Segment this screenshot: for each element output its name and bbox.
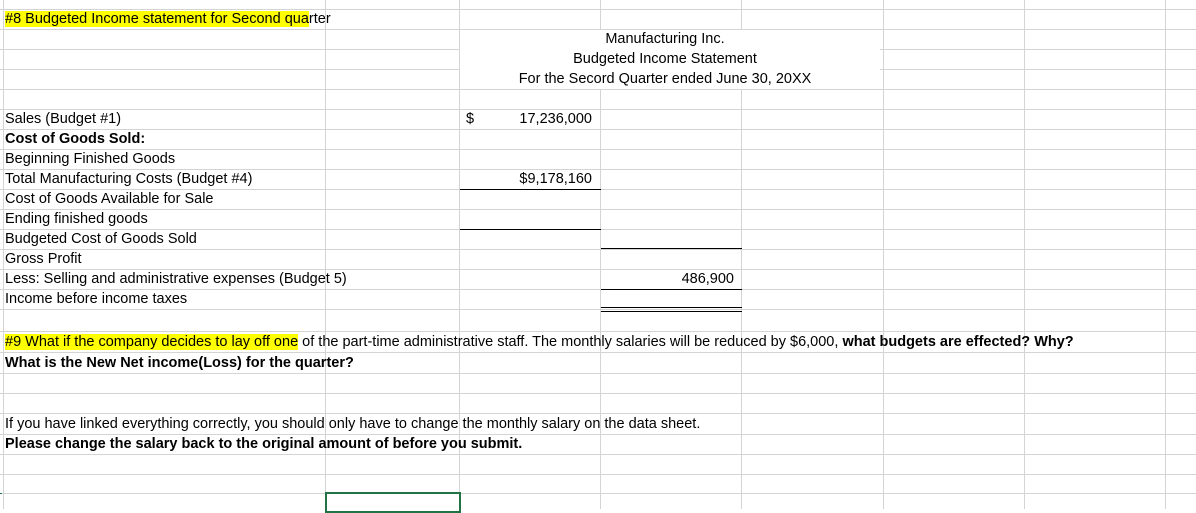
row-label-cogas: Cost of Goods Available for Sale [5, 191, 214, 207]
section-8-title: #8 Budgeted Income statement for Second quarter [5, 11, 331, 27]
total-mfg-costs-value: $9,178,160 [519, 171, 592, 187]
section-9-question-line2: What is the New Net income(Loss) for the quarter? [5, 355, 354, 371]
underline-budgeted-cogs [601, 248, 742, 249]
double-underline-income [601, 307, 742, 312]
statement-period: For the Secord Quarter ended June 30, 20XX [518, 71, 812, 87]
row-label-cogs: Cost of Goods Sold: [5, 131, 146, 147]
row-label-income-before-taxes: Income before income taxes [5, 291, 188, 307]
row-label-ending-fg: Ending finished goods [5, 211, 148, 227]
row-label-gross-profit: Gross Profit [5, 251, 82, 267]
note-change-salary-back: Please change the salary back to the original amount of before you submit. [5, 436, 523, 452]
section-9-question: #9 What if the company decides to lay off one of the part-time administrative staff. The monthly salaries will be reduced by $6,000, what budgets are effected? Why? [5, 334, 1074, 350]
sales-currency-symbol: $ [466, 111, 475, 127]
underline-total-mfg [460, 189, 601, 190]
row-label-beginning-fg: Beginning Finished Goods [5, 151, 176, 167]
selling-admin-value: 486,900 [681, 271, 734, 287]
row-label-selling-admin: Less: Selling and administrative expenses (Budget 5) [5, 271, 347, 287]
row-label-sales: Sales (Budget #1) [5, 111, 122, 127]
cell-edge-marker [0, 493, 2, 494]
row-label-total-mfg-costs: Total Manufacturing Costs (Budget #4) [5, 171, 253, 187]
row-label-budgeted-cogs: Budgeted Cost of Goods Sold [5, 231, 197, 247]
note-linked-everything: If you have linked everything correctly, you should only have to change the monthly salary on the data sheet. [5, 416, 701, 432]
statement-company: Manufacturing Inc. [605, 31, 725, 47]
selected-cell[interactable] [325, 492, 461, 513]
underline-ending-fg [460, 229, 601, 230]
underline-selling-admin [601, 289, 742, 290]
sales-value: 17,236,000 [519, 111, 592, 127]
statement-name: Budgeted Income Statement [573, 51, 757, 67]
